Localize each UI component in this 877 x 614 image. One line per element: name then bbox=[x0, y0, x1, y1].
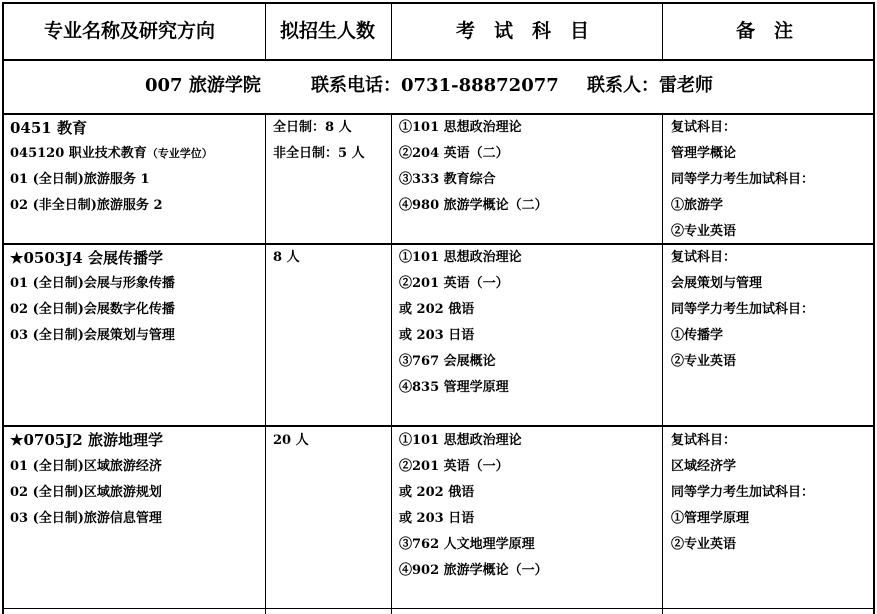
col-divider-2-header bbox=[391, 2, 392, 61]
direction-item: 01 (全日制)区域旅游经济 bbox=[10, 459, 162, 474]
enrollment-count: 20 人 bbox=[273, 433, 309, 448]
row-divider-2 bbox=[2, 425, 875, 427]
college-phone: 联系电话：0731-88872077 bbox=[311, 75, 559, 96]
note-line: 会展策划与管理 bbox=[671, 276, 763, 291]
direction-item: 03 (全日制)会展策划与管理 bbox=[10, 328, 175, 343]
note-line: ②专业英语 bbox=[671, 354, 737, 369]
enrollment-count: 8 人 bbox=[273, 250, 300, 265]
exam-subject: ③767 会展概论 bbox=[399, 354, 496, 369]
college-contact: 联系人：雷老师 bbox=[587, 75, 713, 96]
exam-subject: 或 203 日语 bbox=[399, 328, 475, 343]
col-divider-3-header bbox=[662, 2, 663, 61]
enrollment-count: 全日制：8 人 bbox=[273, 120, 352, 135]
exam-subject: ②201 英语（一） bbox=[399, 276, 509, 291]
exam-subject: ②204 英语（二） bbox=[399, 146, 509, 161]
subcode-note: （专业学位） bbox=[146, 147, 213, 160]
note-line: ②专业英语 bbox=[671, 224, 737, 239]
major-title: ★0503J4 会展传播学 bbox=[10, 249, 163, 267]
subcode-label: 045120 职业技术教育 bbox=[10, 146, 147, 161]
direction-item: 03 (全日制)旅游信息管理 bbox=[10, 511, 162, 526]
note-line: 管理学概论 bbox=[671, 146, 737, 161]
note-line: 同等学力考生加试科目： bbox=[671, 485, 815, 500]
major-title: ★0705J2 旅游地理学 bbox=[10, 431, 163, 449]
col-divider-3-body bbox=[662, 113, 663, 614]
direction-item: 02 (全日制)区域旅游规划 bbox=[10, 485, 162, 500]
note-line: 复试科目： bbox=[671, 433, 737, 448]
exam-subject: ③762 人文地理学原理 bbox=[399, 537, 535, 552]
exam-subject: ④835 管理学原理 bbox=[399, 380, 509, 395]
exam-subject: ④902 旅游学概论（一） bbox=[399, 563, 548, 578]
exam-subject: 或 202 俄语 bbox=[399, 302, 475, 317]
header-divider bbox=[2, 59, 875, 61]
college-name: 007 旅游学院 bbox=[145, 75, 261, 96]
major-subcode bbox=[10, 147, 213, 160]
note-line: 同等学力考生加试科目： bbox=[671, 172, 815, 187]
note-line: 复试科目： bbox=[671, 120, 737, 135]
col-divider-2-body bbox=[391, 113, 392, 614]
exam-subject: ④980 旅游学概论（二） bbox=[399, 198, 548, 213]
note-line: ①管理学原理 bbox=[671, 511, 750, 526]
table-border-right bbox=[873, 2, 875, 614]
exam-subject: ③333 教育综合 bbox=[399, 172, 496, 187]
direction-item: 02 (全日制)会展数字化传播 bbox=[10, 302, 175, 317]
note-line: 复试科目： bbox=[671, 250, 737, 265]
exam-subject: 或 203 日语 bbox=[399, 511, 475, 526]
direction-item: 02 (非全日制)旅游服务 2 bbox=[10, 198, 163, 213]
enrollment-count: 非全日制：5 人 bbox=[273, 146, 365, 161]
banner-divider bbox=[2, 113, 875, 115]
note-line: ①旅游学 bbox=[671, 198, 724, 213]
row-divider-1 bbox=[2, 243, 875, 245]
direction-item: 01 (全日制)会展与形象传播 bbox=[10, 276, 175, 291]
note-line: 区域经济学 bbox=[671, 459, 737, 474]
exam-subject: ①101 思想政治理论 bbox=[399, 250, 522, 265]
header-exam-subjects: 考 试 科 目 bbox=[456, 20, 590, 42]
note-line: ②专业英语 bbox=[671, 537, 737, 552]
direction-item: 01 (全日制)旅游服务 1 bbox=[10, 172, 150, 187]
table-border-top bbox=[2, 2, 875, 4]
header-major: 专业名称及研究方向 bbox=[44, 20, 216, 42]
col-divider-1-body bbox=[265, 113, 266, 614]
exam-subject: 或 202 俄语 bbox=[399, 485, 475, 500]
row-divider-3 bbox=[2, 608, 875, 609]
col-divider-1-header bbox=[265, 2, 266, 61]
header-enrollment: 拟招生人数 bbox=[280, 20, 376, 42]
exam-subject: ②201 英语（一） bbox=[399, 459, 509, 474]
note-line: ①传播学 bbox=[671, 328, 724, 343]
major-title: 0451 教育 bbox=[10, 119, 87, 137]
exam-subject: ①101 思想政治理论 bbox=[399, 120, 522, 135]
table-border-left bbox=[2, 2, 4, 614]
header-notes: 备 注 bbox=[736, 20, 794, 42]
exam-subject: ①101 思想政治理论 bbox=[399, 433, 522, 448]
note-line: 同等学力考生加试科目： bbox=[671, 302, 815, 317]
